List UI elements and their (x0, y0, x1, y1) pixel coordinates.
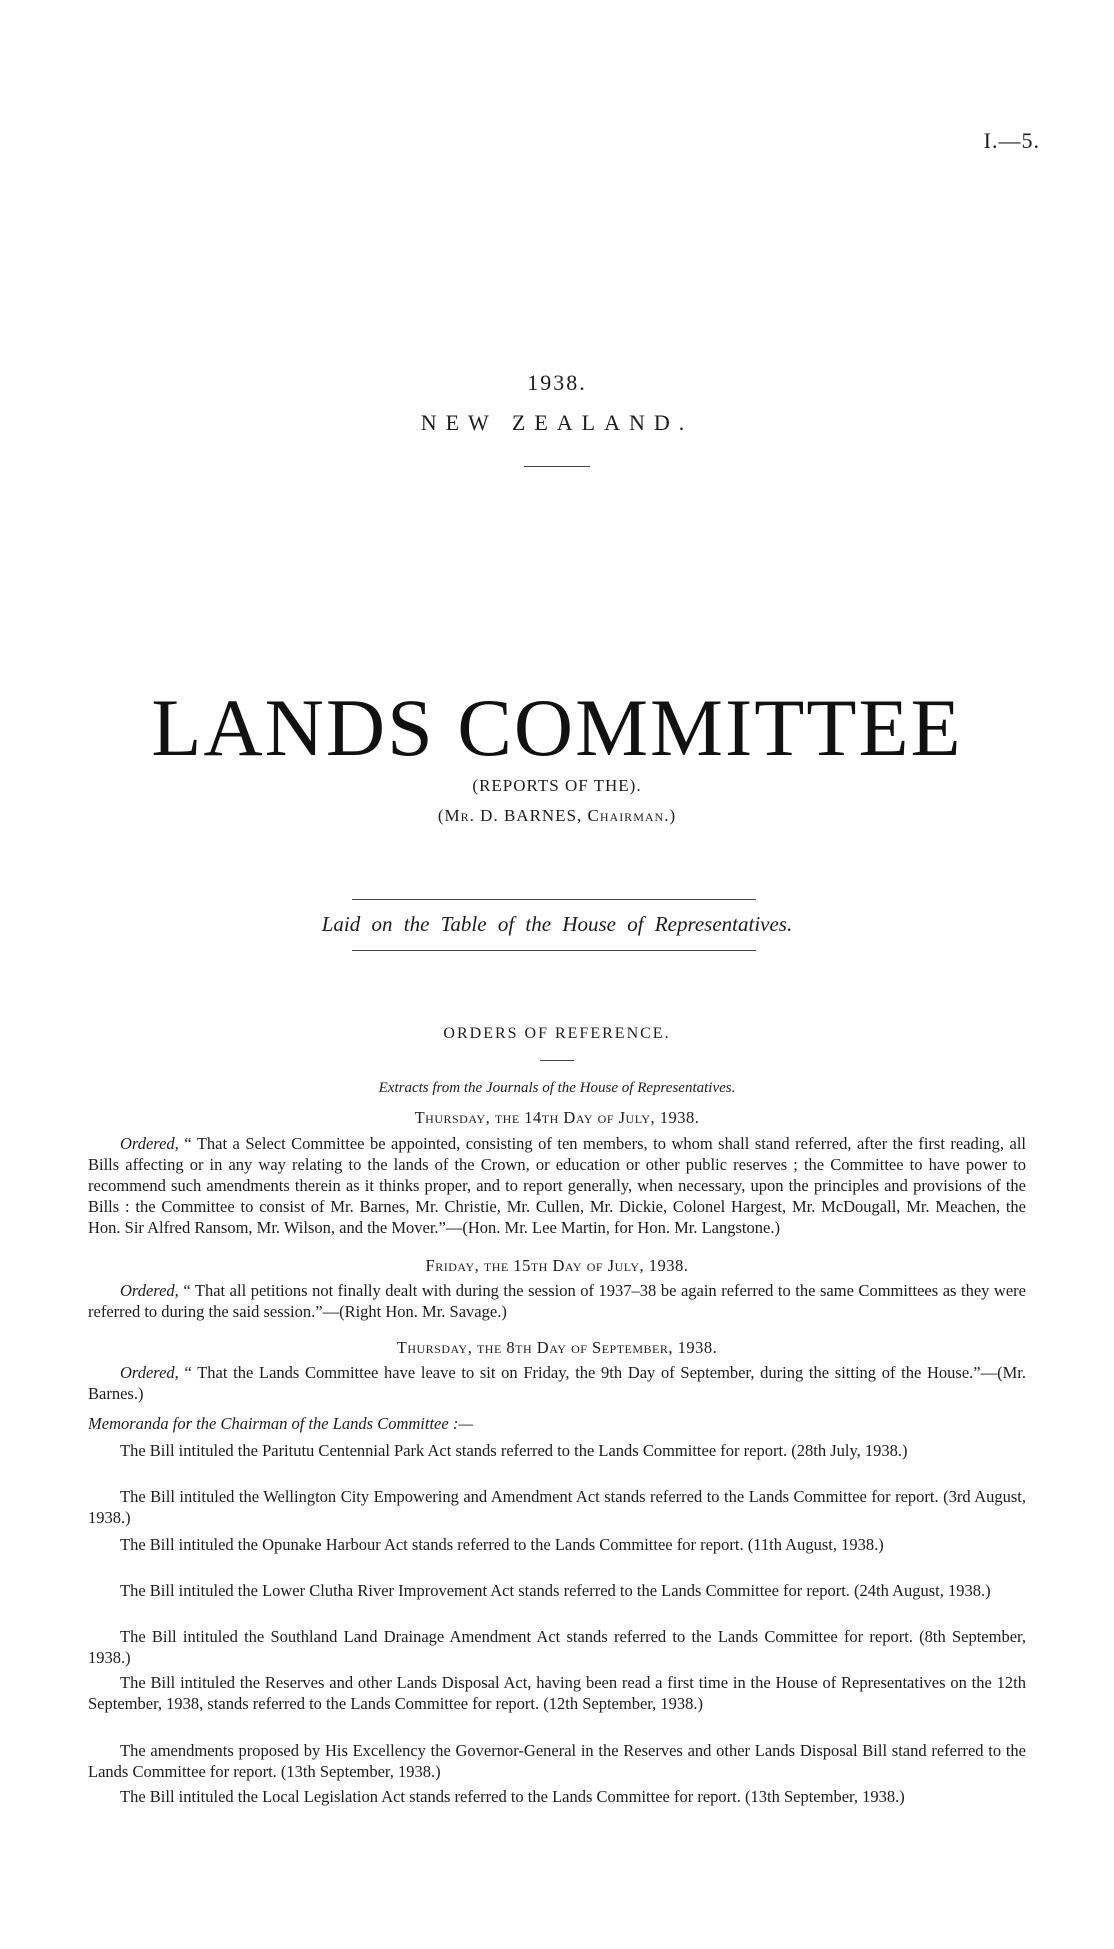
orders-heading: ORDERS OF REFERENCE. (443, 1025, 671, 1042)
extracts-line: Extracts from the Journals of the House of Representatives. (378, 1080, 736, 1096)
ordered-label: Ordered, (120, 1281, 179, 1300)
ordered-label: Ordered, (120, 1363, 179, 1382)
memo-item: The Bill intituled the Opunake Harbour Act stands referred to the Lands Committee for report. (11th August, 1938.) (120, 1535, 884, 1554)
order-text: “ That a Select Committee be appointed, consisting of ten members, to whom shall stand referred, after the first reading, all Bills affecting or in any way relating to the lands of the Crown, or education or other public reserves ; the Committee to have power to recommend such amendments therein as it thinks proper, and to report generally, when necessary, upon the principles and provisions of the Bills : the Committee to consist of Mr. Barnes, Mr. Christie, Mr. Cullen, Mr. Dickie, Colonel Hargest, Mr. McDougall, Mr. Meachen, the Hon. Sir Alfred Ransom, Mr. Wilson, and the Mover.”—(Hon. Mr. Lee Martin, for Hon. Mr. Langstone.) (88, 1134, 1026, 1237)
order-paragraph-3 (88, 1362, 1026, 1404)
memo-item: The Bill intituled the Southland Land Drainage Amendment Act stands referred to the Lands Committee for report. (8th September, 1938.) (88, 1627, 1026, 1667)
ordered-label: Ordered, (120, 1134, 179, 1153)
chairman-line: (Mr. D. BARNES, Chairman.) (437, 806, 677, 825)
country: NEW ZEALAND. (420, 410, 694, 435)
memoranda-heading: Memoranda for the Chairman of the Lands Committee :— (88, 1414, 473, 1433)
divider-bottom (352, 950, 756, 951)
memo-item: The Bill intituled the Paritutu Centennial Park Act stands referred to the Lands Committee for report. (28th July, 1938.) (120, 1441, 908, 1460)
order-text: “ That all petitions not finally dealt with during the session of 1937–38 be again referred to the same Committees as they were referred to during the said session.”—(Right Hon. Mr. Savage.) (88, 1281, 1026, 1321)
date-heading-3: Thursday, the 8th Day of September, 1938. (396, 1338, 718, 1357)
page-title: LANDS COMMITTEE (151, 682, 963, 773)
date-heading-2: Friday, the 15th Day of July, 1938. (425, 1256, 689, 1275)
order-paragraph-2 (88, 1280, 1026, 1322)
divider-short (524, 466, 590, 467)
order-paragraph-1 (88, 1133, 1026, 1238)
memo-item: The Bill intituled the Lower Clutha River Improvement Act stands referred to the Lands Committee for report. (24th August, 1938.) (120, 1581, 991, 1600)
year: 1938. (527, 370, 587, 395)
divider-top (352, 899, 756, 900)
subtitle: (REPORTS OF THE). (472, 776, 642, 795)
memo-item: The amendments proposed by His Excellency the Governor-General in the Reserves and other Lands Disposal Bill stand referred to the Lands Committee for report. (13th September, 1938.) (88, 1741, 1026, 1781)
order-text: “ That the Lands Committee have leave to sit on Friday, the 9th Day of September, during the sitting of the House.”—(Mr. Barnes.) (88, 1363, 1026, 1403)
page-reference: I.—5. (983, 128, 1040, 153)
memo-item: The Bill intituled the Local Legislation Act stands referred to the Lands Committee for report. (13th September, 1938.) (120, 1787, 905, 1806)
divider-orders (540, 1060, 574, 1061)
date-heading-1: Thursday, the 14th Day of July, 1938. (414, 1108, 700, 1127)
laid-on-table: Laid on the Table of the House of Representatives. (321, 912, 793, 936)
memo-item: The Bill intituled the Wellington City Empowering and Amendment Act stands referred to the Lands Committee for report. (3rd August, 1938.) (88, 1487, 1026, 1527)
memo-item: The Bill intituled the Reserves and other Lands Disposal Act, having been read a first time in the House of Representatives on the 12th September, 1938, stands referred to the Lands Committee for report. (12th September, 1938.) (88, 1673, 1026, 1713)
